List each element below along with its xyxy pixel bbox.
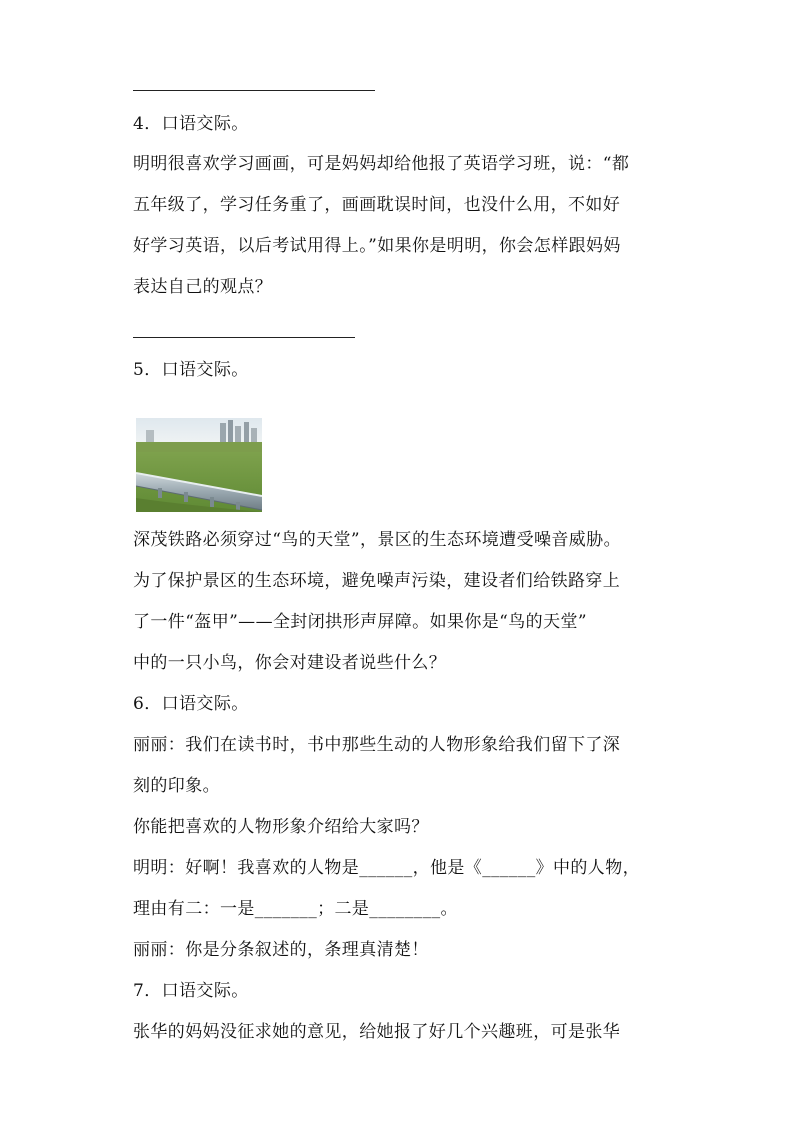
question-5-text-line: 了一件“盔甲”——全封闭拱形声屏障。如果你是“鸟的天堂” [133,612,587,632]
question-4-text-line: 表达自己的观点？ [133,277,273,297]
question-6-text-line: 丽丽：你是分条叙述的，条理真清楚！ [133,940,429,960]
answer-line [133,90,375,91]
question-4-text-line: 明明很喜欢学习画画，可是妈妈却给他报了英语学习班，说：“都 [133,154,630,174]
question-5-text-line: 中的一只小鸟，你会对建设者说些什么？ [133,653,447,673]
question-6-text-line: 明明：好啊！我喜欢的人物是______，他是《______》中的人物， [133,858,640,878]
question-7-heading: 7．口语交际。 [133,981,249,1001]
question-5-heading: 5．口语交际。 [133,360,249,380]
question-5-text-line: 为了保护景区的生态环境，避免噪声污染，建设者们给铁路穿上 [133,571,621,591]
question-6-text-line: 理由有二：一是_______；二是________。 [133,899,458,919]
question-4-text-line: 好学习英语，以后考试用得上。”如果你是明明，你会怎样跟妈妈 [133,236,621,256]
question-4-text-line: 五年级了，学习任务重了，画画耽误时间，也没什么用，不如好 [133,195,621,215]
question-7-text-line: 张华的妈妈没征求她的意见，给她报了好几个兴趣班，可是张华 [133,1022,621,1042]
question-6-heading: 6．口语交际。 [133,694,249,714]
question-5-text-line: 深茂铁路必须穿过“鸟的天堂”，景区的生态环境遭受噪音威胁。 [133,530,621,550]
question-6-text-line: 你能把喜欢的人物形象介绍给大家吗？ [133,817,429,837]
railway-sound-barrier-photo [136,418,262,512]
question-4-heading: 4．口语交际。 [133,114,249,134]
answer-line [133,337,355,338]
question-6-text-line: 丽丽：我们在读书时，书中那些生动的人物形象给我们留下了深 [133,735,621,755]
question-6-text-line: 刻的印象。 [133,776,220,796]
